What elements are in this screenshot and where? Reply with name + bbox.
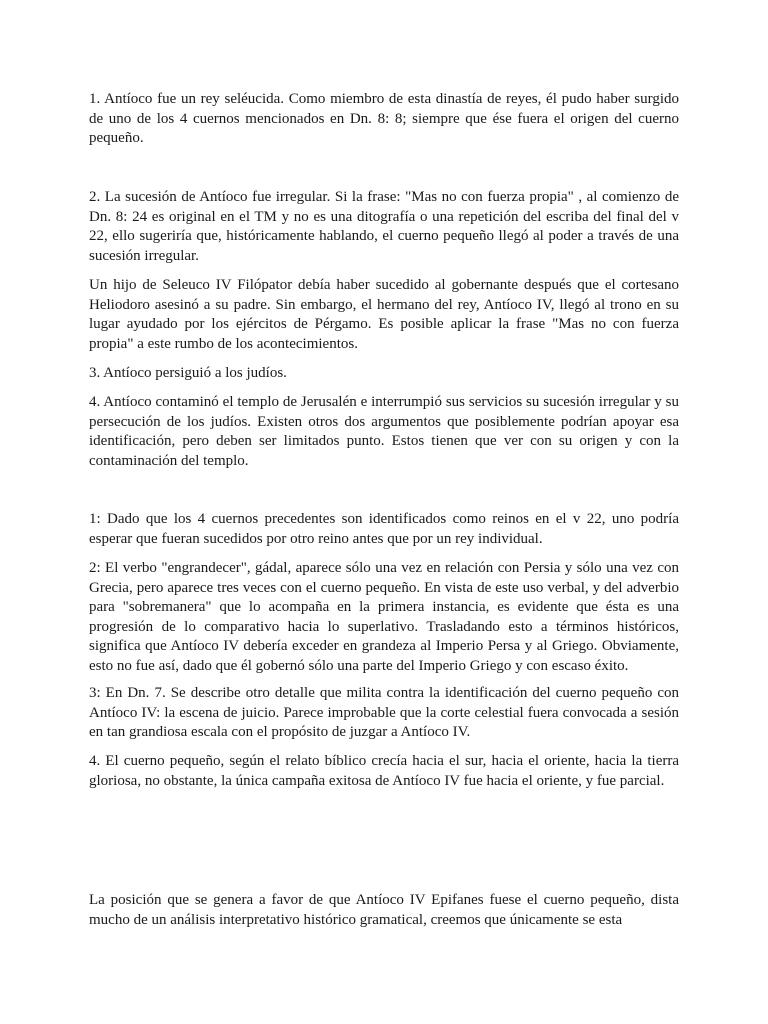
paragraph-counter-1-kingdoms: 1: Dado que los 4 cuernos precedentes son identificados como reinos en el v 22, uno podría esperar que fueran sucedidos por otro reino antes que por un rey individual. <box>89 511 679 547</box>
paragraph-point-1-seleucid: 1. Antíoco fue un rey seléucida. Como miembro de esta dinastía de reyes, él pudo haber surgido de uno de los 4 cuernos mencionados en Dn. 8: 8; siempre que ése fuera el origen del cuerno pequeño. <box>89 91 679 146</box>
paragraph-point-2-succession: 2. La sucesión de Antíoco fue irregular. Si la frase: "Mas no con fuerza propia" , al comienzo de Dn. 8: 24 es original en el TM y no es una ditografía o una repetición del escriba del final del v 22, ello sugeriría que, históricamente hablando, el cuerno pequeño llegó al poder a través de una sucesión irregular. <box>89 189 679 264</box>
paragraph-point-4-temple: 4. Antíoco contaminó el templo de Jerusalén e interrumpió sus servicios su sucesión irregular y su persecución de los judíos. Existen otros dos argumentos que posiblemente podrían apoyar esa identificación, pero deben ser limitados punto. Estos tienen que ver con su origen y con la contaminación del templo. <box>89 394 679 469</box>
paragraph-conclusion: La posición que se genera a favor de que Antíoco IV Epifanes fuese el cuerno pequeño, dista mucho de un análisis interpretativo histórico gramatical, creemos que únicamente se esta <box>89 892 679 928</box>
paragraph-point-3-persecution: 3. Antíoco persiguió a los judíos. <box>89 365 287 381</box>
paragraph-counter-2-gadal: 2: El verbo "engrandecer", gádal, aparece sólo una vez en relación con Persia y sólo una vez con Grecia, pero aparece tres veces con el cuerno pequeño. En vista de este uso verbal, y del adverbio para "sobremanera" que lo acompaña en la primera instancia, es evidente que ésta es una progresión de lo comparativo hacia lo superlativo. Trasladando esto a términos históricos, significa que Antíoco IV debería exceder en grandeza al Imperio Persa y al Griego. Obviamente, esto no fue así, dado que él gobernó sólo una parte del Imperio Griego y con escaso éxito. <box>89 560 679 674</box>
paragraph-counter-3-judgment: 3: En Dn. 7. Se describe otro detalle que milita contra la identificación del cuerno pequeño con Antíoco IV: la escena de juicio. Parece improbable que la corte celestial fuera convocada a sesión en tan grandiosa escala con el propósito de juzgar a Antíoco IV. <box>89 685 679 740</box>
paragraph-counter-4-campaign: 4. El cuerno pequeño, según el relato bíblico crecía hacia el sur, hacia el oriente, hacia la tierra gloriosa, no obstante, la única campaña exitosa de Antíoco IV fue hacia el oriente, y fue parcial. <box>89 753 679 789</box>
paragraph-seleuco-heir: Un hijo de Seleuco IV Filópator debía haber sucedido al gobernante después que el cortesano Heliodoro asesinó a su padre. Sin embargo, el hermano del rey, Antíoco IV, llegó al trono en su lugar ayudado por los ejércitos de Pérgamo. Es posible aplicar la frase "Mas no con fuerza propia" a este rumbo de los acontecimientos. <box>89 277 679 352</box>
